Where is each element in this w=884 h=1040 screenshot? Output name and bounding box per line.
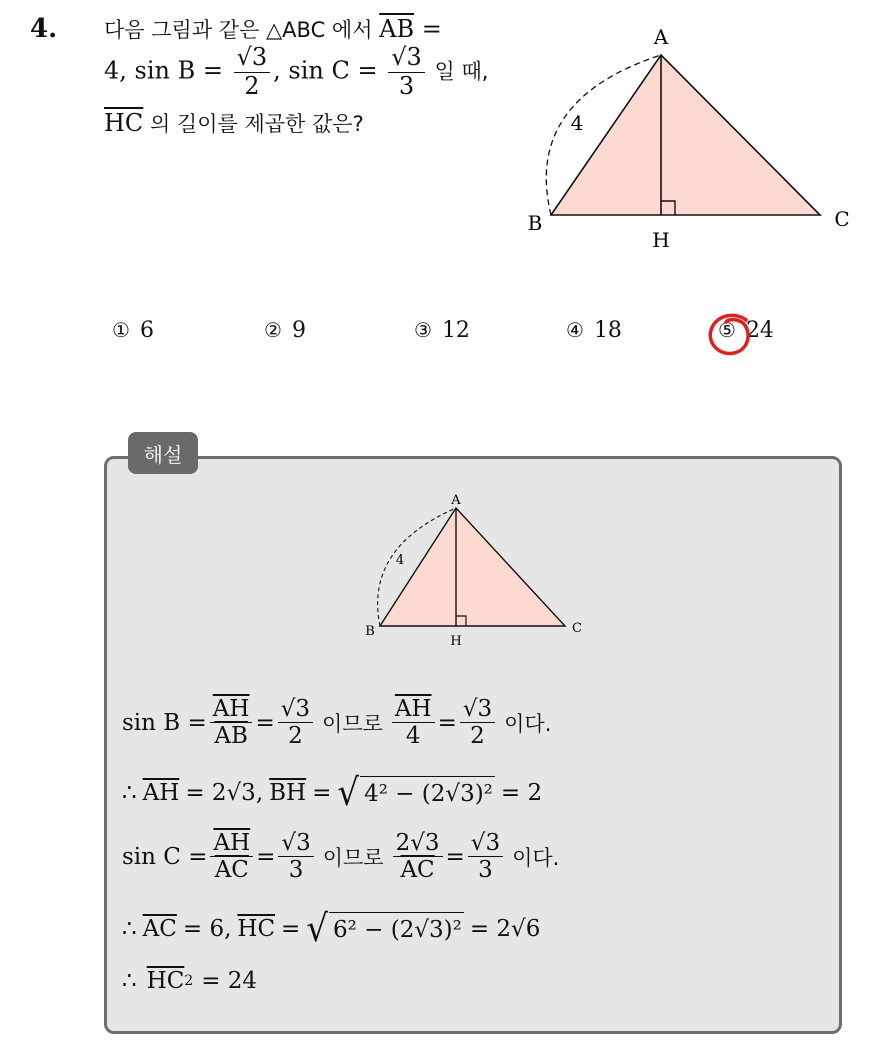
choice-1 — [112, 318, 154, 343]
solution-line-4 — [122, 907, 541, 951]
sol1-frac-3-num: $\overline{AH}$ — [392, 696, 435, 723]
sol1-frac-4-den: 2 — [470, 723, 485, 750]
solution-triangle-abc — [380, 508, 565, 626]
sol5-seg-hc: $\overline{HC}$ — [146, 968, 185, 994]
sol2-result: = 2 — [500, 780, 543, 806]
sol1-sinb: sin B = — [122, 709, 207, 736]
sol2-radicand: 4² − (2√3)² — [360, 776, 495, 810]
sol1-frac-2-den: 2 — [288, 723, 303, 750]
segment-ab: $\overline{AB}$ — [379, 15, 415, 43]
sol5-therefore: ∴ — [122, 968, 137, 994]
choice-mark-5: ⑤ — [718, 318, 736, 342]
sol2-therefore: ∴ — [122, 780, 137, 806]
sol1-end: 이다. — [504, 711, 552, 736]
sol3-frac-1-den: AC — [214, 857, 249, 884]
sol3-eq: = — [256, 843, 276, 870]
sol3-sinc: sin C = — [122, 843, 208, 870]
sin-b-fraction — [234, 44, 271, 100]
sol2-eq: = — [312, 780, 332, 806]
solution-label-b: B — [365, 624, 375, 639]
label-a: A — [653, 25, 669, 49]
solution-tag: 해설 — [128, 432, 198, 474]
solution-label-c: C — [572, 621, 582, 636]
choice-4 — [566, 318, 622, 343]
solution-label-h: H — [450, 634, 462, 649]
question-number: 4. — [30, 14, 58, 44]
sol1-frac-2 — [278, 696, 313, 750]
sol4-result: = 2√6 — [469, 916, 541, 942]
choice-mark-2: ② — [264, 318, 282, 342]
question-text-1: 다음 그림과 같은 △ABC 에서 — [104, 18, 380, 42]
label-side-4: 4 — [570, 111, 584, 135]
solution-line-2 — [122, 771, 543, 815]
sol1-eq2: = — [437, 709, 457, 736]
sol4-radicand: 6² − (2√3)² — [329, 912, 464, 946]
sol3-frac-3-den: AC — [400, 857, 435, 884]
solution-label-a: A — [451, 493, 461, 508]
sol2-radical: √ 4² − (2√3)² — [337, 771, 493, 815]
sol1-frac-1 — [210, 696, 253, 750]
sol2-seg-ah: $\overline{AH}$ — [142, 780, 180, 806]
triangle-figure — [515, 20, 860, 260]
label-b: B — [527, 211, 543, 235]
solution-label-side-4: 4 — [395, 553, 405, 568]
sin-c-numerator: √3 — [388, 44, 425, 73]
solution-line-1 — [122, 696, 551, 750]
sol3-eq2: = — [445, 843, 465, 870]
sin-c-label: , sin C = — [273, 56, 386, 85]
sin-b-label: 4, sin B = — [104, 56, 231, 85]
question-line-1 — [104, 14, 442, 44]
sol1-eq: = — [255, 709, 275, 736]
sol3-frac-2-den: 3 — [288, 857, 304, 884]
sol3-frac-4 — [468, 830, 503, 884]
segment-hc: $\overline{HC}$ — [104, 109, 144, 137]
triangle-abc — [551, 55, 820, 215]
sin-b-denominator: 2 — [244, 71, 260, 100]
sol4-eq: = — [281, 916, 301, 942]
sol5-result: = 24 — [201, 968, 258, 994]
choice-mark-4: ④ — [566, 318, 584, 342]
sin-b-numerator: √3 — [234, 44, 271, 73]
sol4-part1: = 6, — [182, 916, 232, 942]
sin-c-fraction — [388, 44, 425, 100]
choice-mark-1: ① — [112, 318, 130, 342]
sol1-frac-3 — [392, 696, 435, 750]
sol4-therefore: ∴ — [122, 916, 137, 942]
label-c: C — [834, 207, 850, 231]
sol3-frac-1-num: $\overline{AH}$ — [210, 830, 253, 857]
sol3-frac-1 — [210, 830, 253, 884]
sol3-frac-2 — [278, 830, 313, 884]
choice-2 — [264, 318, 306, 343]
choice-value-3: 12 — [441, 318, 470, 343]
choice-3 — [414, 318, 470, 343]
sin-c-denominator: 3 — [398, 71, 415, 100]
sol4-seg-hc: $\overline{HC}$ — [237, 916, 276, 942]
sol1-frac-1-num: $\overline{AH}$ — [210, 696, 253, 723]
sol3-frac-4-num: √3 — [468, 830, 503, 857]
sol1-frac-4-num: √3 — [460, 696, 495, 723]
choice-value-4: 18 — [593, 318, 622, 343]
sol3-frac-3-num: 2√3 — [393, 830, 443, 857]
solution-line-5 — [122, 968, 257, 994]
sol1-frac-1-den: AB — [214, 723, 248, 750]
sol3-end: 이다. — [512, 845, 560, 870]
sol2-seg-bh: $\overline{BH}$ — [269, 780, 307, 806]
sol4-radical: √ 6² − (2√3)² — [306, 907, 462, 951]
sol3-frac-4-den: 3 — [478, 857, 493, 884]
sol3-frac-3 — [393, 830, 443, 884]
sol1-text: 이므로 — [322, 711, 383, 736]
sol3-frac-2-num: √3 — [278, 830, 313, 857]
choice-value-1: 6 — [139, 318, 154, 343]
sol1-frac-3-den: 4 — [405, 723, 421, 750]
choice-value-5: 24 — [745, 318, 774, 343]
question-line-2 — [104, 44, 488, 100]
sol1-frac-2-num: √3 — [278, 696, 313, 723]
choice-mark-3: ③ — [414, 318, 432, 342]
question-line-3 — [104, 108, 364, 138]
solution-triangle-figure — [360, 492, 590, 652]
question-condition: 일 때, — [427, 59, 489, 84]
sol4-seg-ac: $\overline{AC}$ — [142, 916, 177, 942]
sol3-text: 이므로 — [322, 845, 384, 870]
sol1-frac-4 — [460, 696, 495, 750]
answer-circle-icon — [706, 310, 754, 358]
sol2-part1: = 2√3, — [185, 780, 264, 806]
choice-value-2: 9 — [291, 318, 306, 343]
sol5-exponent: 2 — [184, 973, 194, 989]
solution-line-3 — [122, 830, 559, 884]
label-h: H — [652, 228, 670, 252]
equals-sign: = — [414, 15, 442, 43]
question-text-3: 의 길이를 제곱한 값은? — [143, 112, 364, 136]
